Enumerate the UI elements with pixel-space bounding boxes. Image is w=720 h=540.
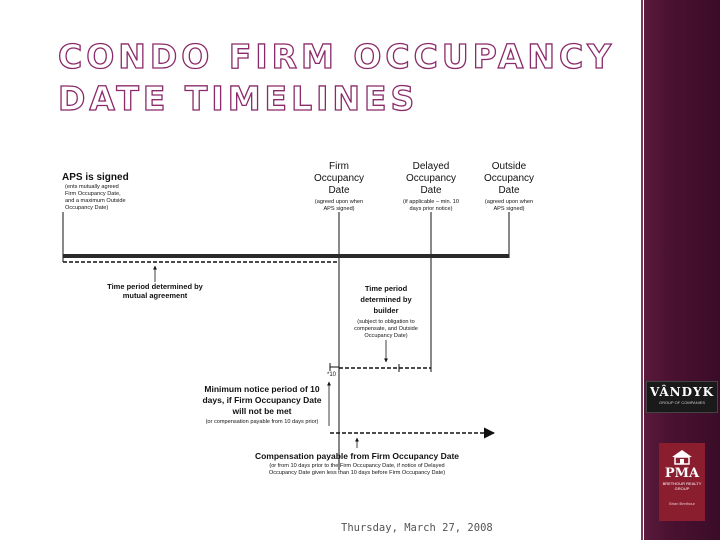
outside-title-line: Occupancy [483, 173, 535, 184]
delayed-title-line: Delayed [412, 161, 450, 172]
firm-title-line: Firm [329, 161, 349, 172]
pma-logo-tagline: BRETHOUR REALTY GROUP [662, 481, 702, 491]
mutual-label-line: mutual agreement [122, 291, 188, 300]
notice-title-line: Minimum notice period of 10 [204, 384, 320, 394]
firm-title-line: Date [328, 185, 350, 196]
compensation-note-line: (or from 10 days prior to the Firm Occupancy Date, if notice of Delayed [269, 463, 445, 469]
builder-note-line: (subject to obligation to [357, 319, 415, 325]
builder-title-line: Time period [364, 284, 408, 293]
aps-note-line: Firm Occupancy Date, [65, 191, 121, 197]
notice-title-line: days, if Firm Occupancy Date [202, 395, 322, 405]
delayed-note-line: days prior notice) [409, 206, 453, 212]
builder-period-title [360, 284, 412, 315]
firm-note-line: (agreed upon when [314, 199, 364, 205]
vandyk-logo-tagline: GROUP OF COMPANIES [658, 400, 706, 405]
firm-date-note [315, 199, 363, 212]
delayed-note-line: (if applicable – min. 10 [403, 199, 459, 205]
builder-note-line: Occupancy Date) [364, 333, 408, 339]
aps-note-line: and a maximum Outside [65, 198, 126, 204]
outside-title-line: Outside [491, 161, 527, 172]
notice-marker: *10 [327, 372, 337, 378]
outside-date-note [485, 199, 533, 212]
notice-period-title [202, 384, 321, 416]
aps-note-line: (ents mutually agreed [65, 184, 119, 190]
notice-title-line: will not be met [232, 406, 292, 416]
outside-note-line: (agreed upon when [484, 199, 534, 205]
builder-period-note [354, 319, 418, 339]
main-timeline-bar [63, 254, 509, 258]
vandyk-logo-name: VÂNDYK [649, 385, 715, 399]
compensation-note [269, 463, 445, 476]
delayed-title-line: Occupancy [405, 173, 457, 184]
builder-note-line: compensate, and Outside [354, 326, 418, 332]
delayed-date-title [406, 161, 456, 196]
firm-note-line: APS signed) [323, 206, 355, 212]
delayed-date-note [403, 199, 459, 212]
aps-note-line: Occupancy Date) [65, 205, 109, 211]
delayed-title-line: Date [420, 185, 442, 196]
title-line-1: CONDO FIRM OCCUPANCY [58, 37, 616, 76]
aps-signed-title: APS is signed [62, 172, 129, 183]
firm-date-title [314, 161, 364, 196]
footer-date: Thursday, March 27, 2008 [341, 522, 493, 534]
mutual-label-line: Time period determined by [107, 282, 203, 291]
outside-note-line: APS signed) [493, 206, 525, 212]
outside-title-line: Date [498, 185, 520, 196]
notice-period-note: (or compensation payable from 10 days prior) [205, 419, 319, 425]
compensation-title: Compensation payable from Firm Occupancy Date [254, 451, 460, 461]
compensation-note-line: Occupancy Date given less than 10 days before Firm Occupancy Date) [268, 470, 446, 476]
aps-signed-note [65, 184, 126, 211]
firm-title-line: Occupancy [313, 173, 365, 184]
title-line-2: DATE TIMELINES [58, 79, 419, 118]
builder-title-line: determined by [360, 295, 412, 304]
pma-logo-sub: Brian Brethour [669, 501, 695, 506]
pma-logo-name: PMA [664, 466, 700, 481]
outside-date-title [484, 161, 534, 196]
builder-title-line: builder [373, 306, 399, 315]
mutual-agreement-label [107, 282, 204, 300]
